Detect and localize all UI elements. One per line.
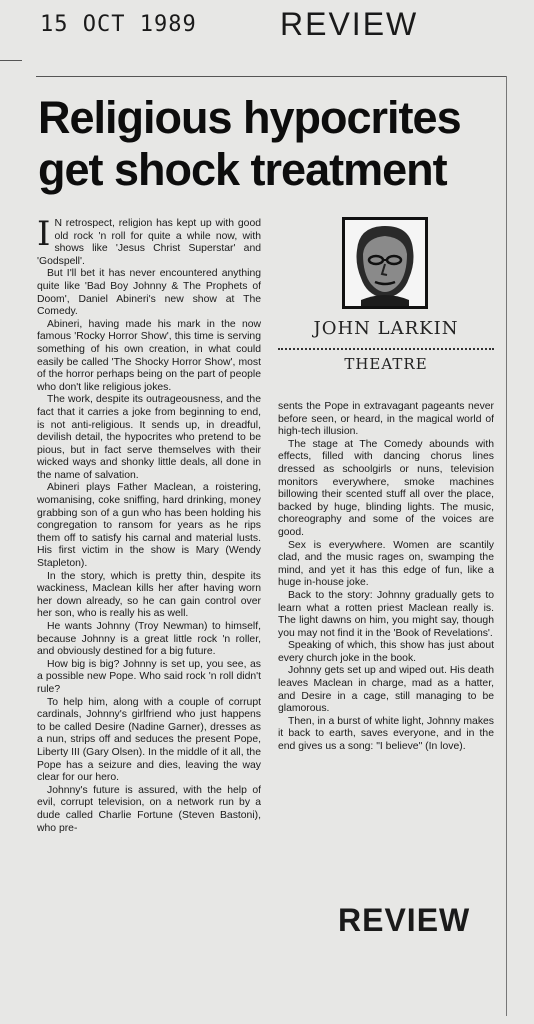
- top-rule: [36, 76, 506, 77]
- article-column-left: [37, 218, 261, 1013]
- drop-cap: I: [37, 218, 51, 254]
- byline-name: JOHN LARKIN: [313, 318, 459, 339]
- article-paragraph: Then, in a burst of white light, Johnny makes it back to earth, saves everyone, and in the end gives us a song: "I believe" (In love).: [278, 715, 494, 753]
- byline-section: THEATRE: [344, 355, 428, 373]
- left-edge-rule: [0, 60, 22, 61]
- article-paragraph: Sex is everywhere. Women are scantily clad, and the music rages on, swamping the mind, and yet it has this edge of fun, like a huge in-house joke.: [278, 539, 494, 589]
- footer-section-label: REVIEW: [338, 902, 471, 938]
- right-column-rule: [506, 76, 507, 1016]
- date-stamp: 15 OCT 1989: [40, 12, 197, 37]
- article-paragraph: I N retrospect, religion has kept up with good old rock 'n roll for quite a while now, with shows like 'Jesus Christ Superstar' and 'Godspell'.: [37, 218, 261, 267]
- article-paragraph: Abineri plays Father Maclean, a roistering, womanising, coke sniffing, hard drinking, money grabbing son of a gun who has been holding his congregation to ransom for years as he rips them off to satisfy his carnal and material lusts. His first victim in the show is Mary (Wendy Stapleton).: [37, 482, 261, 570]
- article-paragraph: The work, despite its outrageousness, and the fact that it carries a joke from beginning to end, is not anti-religious. It sends up, in dreadful, devilish detail, the hypocrites who pretend to be pious, but in fact serve themselves with their wicked ways and shonky little deals, all done in the name of salvation.: [37, 394, 261, 481]
- article-paragraph: Johnny gets set up and wiped out. His death leaves Maclean in charge, mad as a hatter, and Desire in a cage, still managing to be glamorous.: [278, 665, 494, 715]
- article-paragraph: Back to the story: Johnny gradually gets to learn what a rotten priest Maclean really is. The light dawns on him, you might say, though you may not find it in the 'Book of Revelations'.: [278, 589, 494, 639]
- article-column-right: [278, 401, 494, 781]
- article-headline: Religious hypocrites get shock treatment: [38, 92, 461, 195]
- article-paragraph: Johnny's future is assured, with the help of evil, corrupt television, on a network run by a dude called Charlie Fortune (Steven Bastoni), who pre-: [37, 784, 261, 834]
- article-paragraph: But I'll bet it has never encountered anything quite like 'Bad Boy Johnny & The Prophets of Doom', Daniel Abineri's new show at The Comedy.: [37, 268, 261, 318]
- article-paragraph: The stage at The Comedy abounds with effects, filled with dancing chorus lines dressed as schoolgirls or nuns, television monitors everywhere, smoke machines billowing their scented stuff all over the place, backed by huge, blinding lights. The music, choreography and some of the voices are good.: [278, 438, 494, 538]
- article-paragraph: sents the Pope in extravagant pageants never before seen, or heard, in the magical world of high-tech illusion.: [278, 401, 494, 438]
- article-paragraph: To help him, along with a couple of corrupt cardinals, Johnny's girlfriend who just happens to be called Desire (Nadine Garner), dresses as a nun, strips off and seduces the present Pope, Liberty III (Gary Olsen). In the middle of it all, the Pope has a seizure and dies, leaving the way clear for our hero.: [37, 696, 261, 784]
- article-paragraph: Abineri, having made his mark in the now famous 'Rocky Horror Show', this time is serving something of his own creation, in what could easily be called 'The Shocky Horror Show', most of the horror perhaps being on the part of people who don't like religious jokes.: [37, 318, 261, 393]
- article-paragraph: In the story, which is pretty thin, despite its wackiness, Maclean kills her after having worn her down already, so he can gain control over her son, who is really his as well.: [37, 570, 261, 620]
- article-paragraph: How big is big? Johnny is set up, you see, as a possible new Pope. Who said rock 'n roll didn't rule?: [37, 658, 261, 695]
- byline-dotted-divider: [278, 348, 494, 350]
- article-paragraph: Speaking of which, this show has just about every church joke in the book.: [278, 640, 494, 664]
- columnist-portrait-icon: [342, 217, 428, 309]
- article-paragraph: He wants Johnny (Troy Newman) to himself, because Johnny is a great little rock 'n roller, and obviously destined for a big future.: [37, 621, 261, 658]
- header-section-label: REVIEW: [280, 6, 419, 42]
